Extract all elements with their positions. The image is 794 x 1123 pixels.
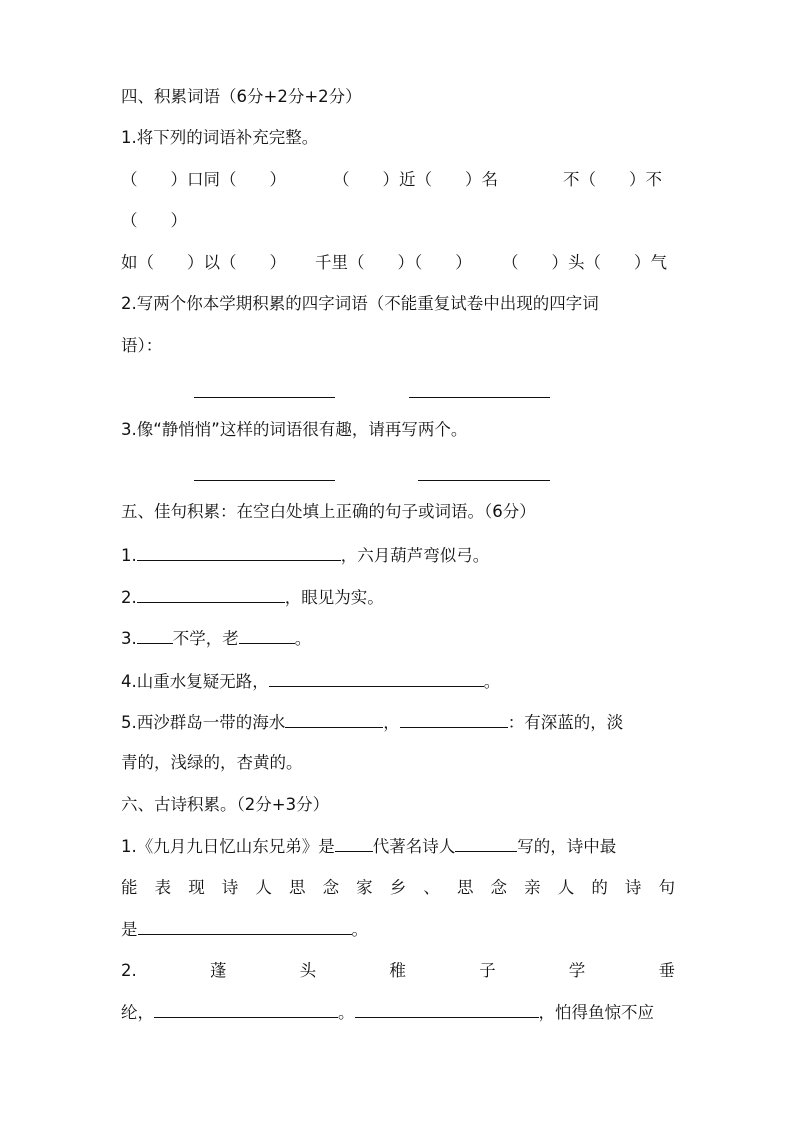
q-text: ：有深蓝的，淡 — [507, 713, 624, 732]
section-6-q1-line2 — [121, 878, 675, 898]
q-text: 纶， — [121, 1003, 154, 1022]
answer-blank[interactable] — [137, 587, 285, 603]
q-text: 1.《九月九日忆山东兄弟》是 — [121, 837, 335, 856]
q-number: 2. — [121, 588, 137, 607]
q-text: 5.西沙群岛一带的海水 — [121, 713, 286, 732]
char: 稚 — [389, 961, 406, 980]
section-5-q2 — [121, 587, 384, 608]
q-text: 不学，老 — [172, 629, 239, 648]
char: 家 — [356, 878, 373, 897]
char: 垂 — [658, 961, 675, 980]
section-5-q4 — [121, 671, 500, 692]
section-4-q1: 1.将下列的词语补充完整。 — [121, 128, 319, 147]
char: 子 — [479, 961, 496, 980]
answer-blank[interactable] — [138, 919, 352, 935]
answer-blank[interactable] — [154, 1002, 338, 1018]
answer-blank[interactable] — [137, 628, 173, 644]
q-text: 。 — [351, 920, 368, 939]
char: 念 — [322, 878, 340, 897]
answer-blank[interactable] — [455, 836, 517, 852]
section-5-q5-line2: 青的，浅绿的，杏黄的。 — [121, 753, 303, 772]
char: 头 — [299, 961, 317, 980]
answer-blank[interactable] — [239, 628, 295, 644]
q-text: ，六月葫芦弯似弓。 — [340, 546, 490, 565]
idiom-blank-6: （ ）头（ ）气 — [502, 253, 667, 272]
q-text: 。 — [338, 1003, 355, 1022]
char: 念 — [490, 878, 508, 897]
q-number: 3. — [121, 629, 137, 648]
char: 蓬 — [209, 961, 227, 980]
q-text: ，怕得鱼惊不应 — [538, 1003, 654, 1022]
char: 、 — [423, 878, 440, 897]
q-text: 写的，诗中最 — [517, 837, 617, 856]
char: 现 — [188, 878, 205, 897]
q-number: 2. — [121, 961, 137, 980]
char: 表 — [154, 878, 172, 897]
section-4-q2-line1: 2.写两个你本学期积累的四字词语（不能重复试卷中出现的四字词 — [121, 294, 599, 313]
char: 句 — [658, 878, 675, 897]
section-4-title: 四、积累词语（6分+2分+2分） — [121, 87, 362, 106]
answer-blank[interactable] — [269, 671, 484, 687]
section-6-q2-line1 — [121, 961, 675, 981]
answer-line[interactable] — [418, 480, 550, 481]
char: 诗 — [221, 878, 239, 897]
q-text: 4.山重水复疑无路， — [121, 672, 269, 691]
answer-line[interactable] — [194, 397, 335, 398]
answer-line[interactable] — [194, 480, 335, 481]
answer-blank[interactable] — [335, 836, 373, 852]
idiom-blank-2: （ ）近（ ）名 — [333, 170, 498, 189]
char: 诗 — [624, 878, 642, 897]
section-4-q2-line2: 语）： — [121, 336, 163, 355]
section-5-q1 — [121, 545, 489, 566]
answer-line[interactable] — [409, 397, 550, 398]
char: 思 — [288, 878, 306, 897]
answer-blank[interactable] — [285, 712, 383, 728]
q-text: ， — [383, 713, 400, 732]
section-5-title: 五、佳句积累：在空白处填上正确的句子或词语。（6分） — [121, 502, 536, 521]
section-5-q3 — [121, 628, 311, 649]
idiom-blank-3: 不（ ）不 — [563, 170, 662, 189]
section-5-q5 — [121, 712, 623, 733]
section-6-q1-line1 — [121, 836, 616, 857]
section-6-title: 六、古诗积累。（2分+3分） — [121, 795, 330, 814]
idiom-blank-5: 千里（ ）（ ） — [315, 253, 472, 272]
section-4-q3: 3.像“静悄悄”这样的词语很有趣，请再写两个。 — [121, 420, 468, 439]
char: 人 — [557, 878, 575, 897]
char: 亲 — [524, 878, 541, 897]
section-6-q2-line2 — [121, 1002, 654, 1023]
char: 思 — [456, 878, 474, 897]
q-text: ，眼见为实。 — [284, 588, 384, 607]
q-text: 代著名诗人 — [372, 837, 456, 856]
answer-blank[interactable] — [137, 545, 341, 561]
char: 学 — [568, 961, 586, 980]
section-6-q1-line3 — [121, 919, 368, 940]
q-text: 。 — [294, 629, 312, 648]
char: 人 — [255, 878, 272, 897]
answer-blank[interactable] — [400, 712, 508, 728]
char: 乡 — [389, 878, 407, 897]
char: 能 — [121, 878, 138, 897]
answer-blank[interactable] — [355, 1002, 539, 1018]
idiom-blank-1: （ ）口同（ ） — [121, 170, 286, 189]
q-number: 1. — [121, 546, 137, 565]
idiom-blank-4: 如（ ）以（ ） — [121, 253, 286, 272]
char: 的 — [591, 878, 608, 897]
idiom-blank-3-cont: （ ） — [121, 211, 187, 230]
q-text: 是 — [121, 920, 138, 939]
q-text: 。 — [483, 672, 501, 691]
